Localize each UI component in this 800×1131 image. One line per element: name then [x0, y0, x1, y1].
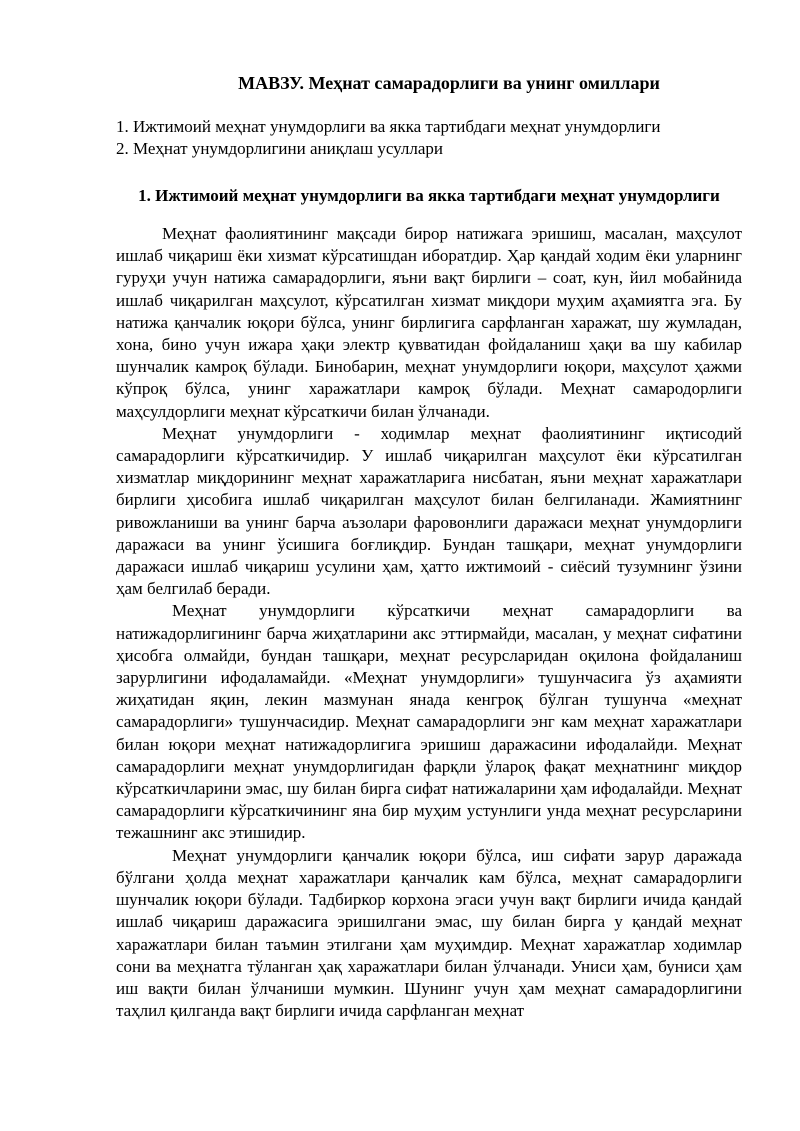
- section-body: [116, 223, 742, 1022]
- paragraph-2: Меҳнат унумдорлиги - ходимлар меҳнат фаолиятининг иқтисодий самарадорлиги кўрсаткичидир. У ишлаб чиқарилган маҳсулот ёки кўрсатилган хизматлар миқдорининг меҳнат харажатларига нисбатан, яъни меҳнат харажатлари бирлиги ҳисобига ишлаб чиқарилган маҳсулот билан белгиланади. Жамиятнинг ривожланиши ва унинг барча аъзолари фаровонлиги даражаси меҳнат унумдорлиги даражаси ва унинг ўсишига боғлиқдир. Бундан ташқари, меҳнат унумдорлиги даражаси ишлаб чиқариш усулини ҳам, ҳатто ижтимоий - сиёсий тузумнинг ўзини ҳам белгилаб беради.: [116, 423, 742, 599]
- section-heading: 1. Ижтимоий меҳнат унумдорлиги ва якка тартибдаги меҳнат унумдорлиги: [138, 186, 720, 205]
- paragraph-3: Меҳнат унумдорлиги кўрсаткичи меҳнат самарадорлиги ва натижадорлигининг барча жиҳатларини акс эттирмайди, масалан, у меҳнат сифатини ҳисобга олмайди, бундан ташқари, меҳнат ресурсларидан оқилона фойдаланиш зарурлигини ифодаламайди. «Меҳнат унумдорлиги» тушунчасига ўз аҳамияти жиҳатидан яқин, лекин мазмунан янада кенгроқ бўлган тушунча «меҳнат самарадорлиги» тушунчасидир. Меҳнат самарадорлиги энг кам меҳнат харажатлари билан юқори меҳнат натижадорлигига эришиш даражасини ифодалайди. Меҳнат самарадорлиги меҳнат унумдорлигидан фарқли ўлароқ фақат меҳнатнинг миқдор кўрсаткичларини эмас, шу билан бирга сифат натижаларини ҳам ифодалайди. Меҳнат самарадорлиги кўрсаткичининг яна бир муҳим устунлиги унда меҳнат ресурсларини тежашнинг акс этишидир.: [116, 601, 742, 843]
- topic-outline: [116, 116, 742, 159]
- outline-item-1: 1. Ижтимоий меҳнат унумдорлиги ва якка тартибдаги меҳнат унумдорлиги: [116, 117, 661, 136]
- paragraph-4: Меҳнат унумдорлиги қанчалик юқори бўлса, иш сифати зарур даражада бўлгани ҳолда меҳнат харажатлари қанчалик кам бўлса, меҳнат самарадорлиги шунчалик юқори бўлади. Тадбиркор корхона эгаси учун вақт бирлиги ичида қандай ишлаб чиқариш даражасига эришилгани эмас, шу билан бирга у қандай меҳнат харажатлари билан таъмин этилгани ҳам муҳимдир. Меҳнат харажатлар ходимлар сони ва меҳнатга тўланган ҳақ харажатлари билан ўлчанади. Униси ҳам, буниси ҳам иш вақти билан ўлчаниши мумкин. Шунинг учун ҳам меҳнат самарадорлигини таҳлил қилганда вақт бирлиги ичида сарфланган меҳнат: [116, 845, 742, 1021]
- outline-item-2: 2. Меҳнат унумдорлигини аниқлаш усуллари: [116, 138, 444, 158]
- document-title: МАВЗУ. Меҳнат самарадорлиги ва унинг омиллари: [238, 73, 660, 93]
- paragraph-1: Меҳнат фаолиятининг мақсади бирор натижага эришиш, масалан, маҳсулот ишлаб чиқариш ёки хизмат кўрсатишдан иборатдир. Ҳар қандай ходим ёки уларнинг гуруҳи учун натижа самарадорлиги, яъни вақт бирлиги – соат, кун, йил мобайнида ишлаб чиқарилган маҳсулот, кўрсатилган хизмат миқдори муҳим аҳамиятга эга. Бу натижа қанчалик юқори бўлса, унинг бирлигига сарфланган харажат, шу жумладан, хона, бино учун ижара ҳақи электр қувватидан фойдаланиш ҳақи ва шу кабилар шунчалик камроқ бўлади. Бинобарин, меҳнат унумдорлиги юқори, маҳсулот ҳажми кўпроқ бўлса, унинг харажатлари камроқ бўлади. Меҳнат самародорлиги маҳсулдорлиги меҳнат кўрсаткичи билан ўлчанади.: [116, 224, 742, 421]
